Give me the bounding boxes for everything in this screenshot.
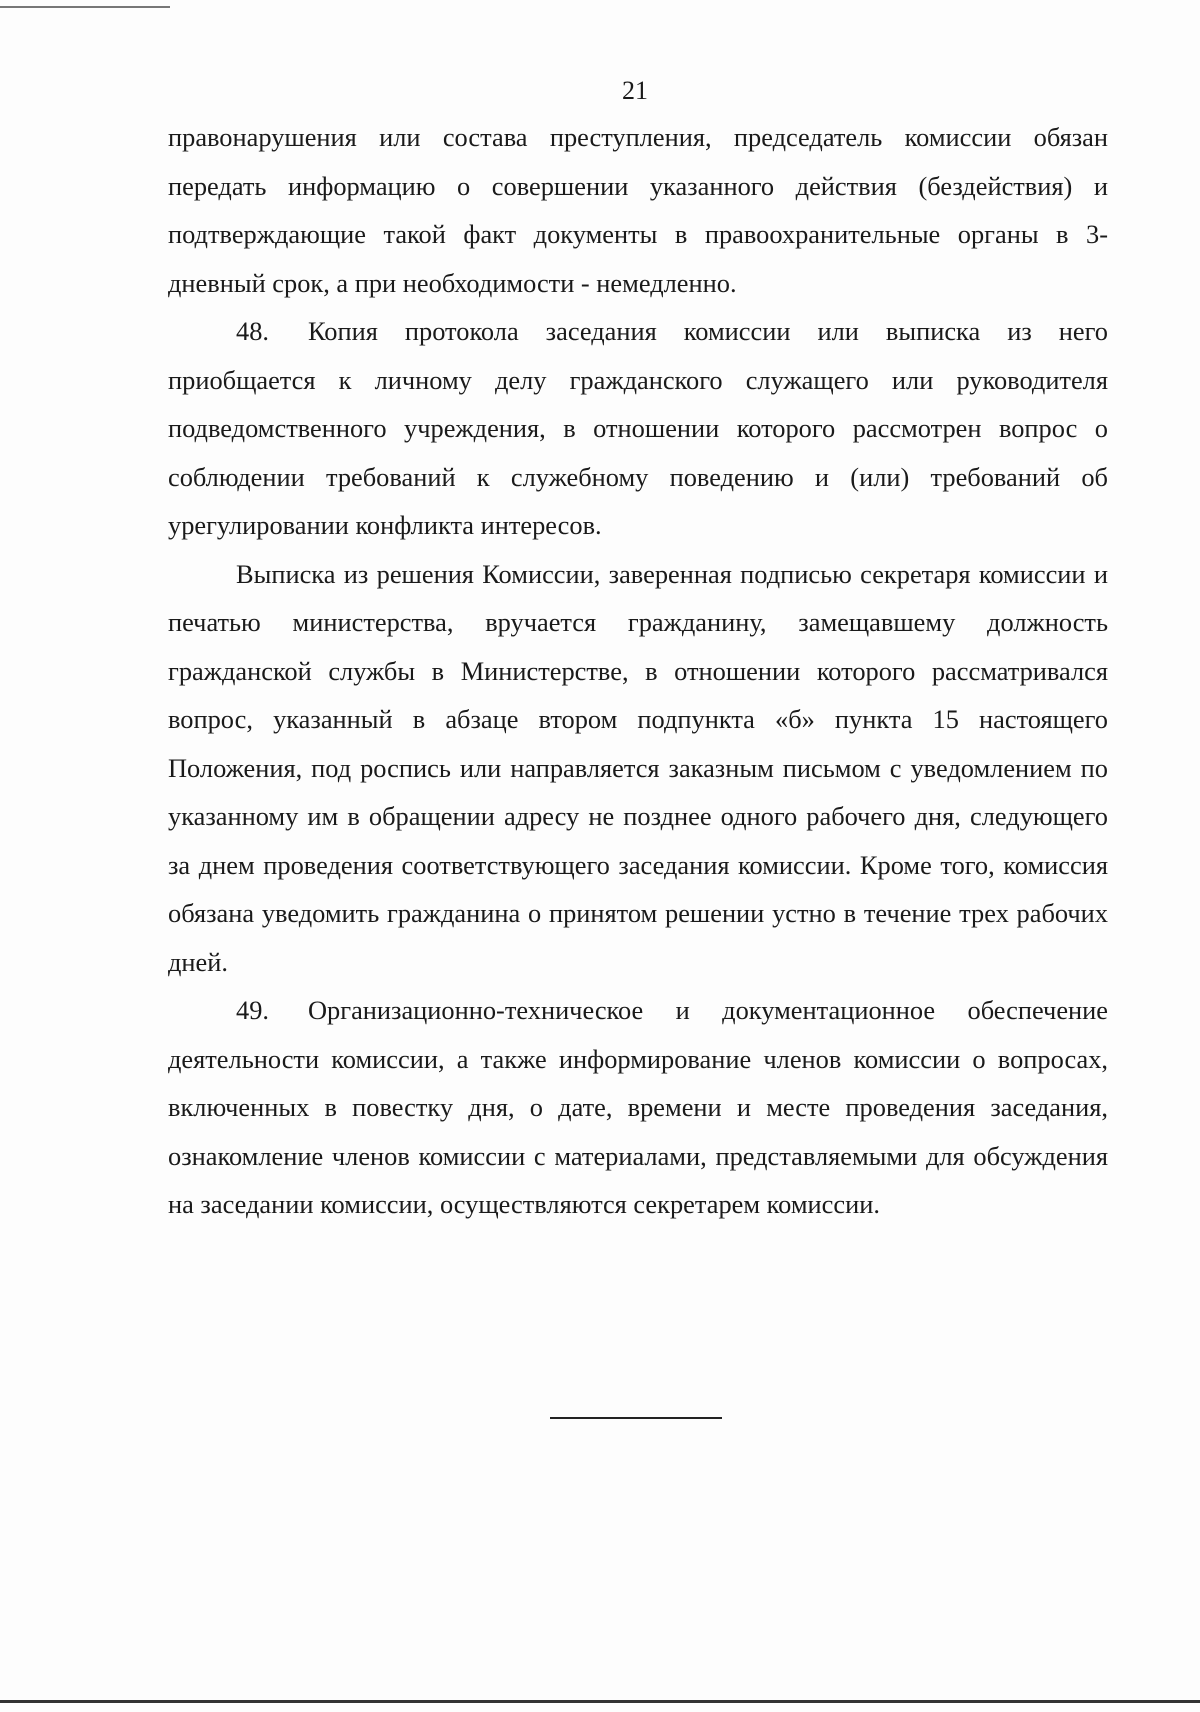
page-number: 21 bbox=[622, 76, 648, 105]
end-of-text-rule bbox=[550, 1417, 722, 1419]
item-number: 49. bbox=[236, 995, 269, 1025]
document-body bbox=[168, 113, 1108, 1229]
paragraph-continuation bbox=[168, 113, 1108, 307]
paragraph-text: Копия протокола заседания комиссии или выписка из него приобщается к личному делу гражданского служащего или руководителя подведомственного учреждения, в отношении которого рассмотрен вопрос о соблюдении требований к служебному поведению и (или) требований об урегулировании конфликта интересов. bbox=[168, 316, 1108, 540]
paragraph-extract bbox=[168, 550, 1108, 987]
paragraph-text: Организационно-техническое и документационное обеспечение деятельности комиссии, а также информирование членов комиссии о вопросах, включенных в повестку дня, о дате, времени и месте проведения заседания, ознакомление членов комиссии с материалами, представляемыми для обсуждения на заседании комиссии, осуществляются секретарем комиссии. bbox=[168, 995, 1108, 1219]
paragraph-item-49 bbox=[168, 986, 1108, 1229]
paragraph-item-48 bbox=[168, 307, 1108, 550]
scan-edge-line bbox=[0, 1700, 1200, 1703]
paragraph-text: правонарушения или состава преступления, председатель комиссии обязан передать информацию о совершении указанного действия (бездействия) и подтверждающие такой факт документы в правоохранительные органы в 3-дневный срок, а при необходимости - немедленно. bbox=[168, 122, 1108, 298]
paragraph-text: Выписка из решения Комиссии, заверенная подписью секретаря комиссии и печатью министерства, вручается гражданину, замещавшему должность гражданской службы в Министерстве, в отношении которого рассматривался вопрос, указанный в абзаце втором подпункта «б» пункта 15 настоящего Положения, под роспись или направляется заказным письмом с уведомлением по указанному им в обращении адресу не позднее одного рабочего дня, следующего за днем проведения соответствующего заседания комиссии. Кроме того, комиссия обязана уведомить гражданина о принятом решении устно в течение трех рабочих дней. bbox=[168, 558, 1108, 977]
scan-edge-line bbox=[0, 6, 170, 8]
item-number: 48. bbox=[236, 316, 269, 346]
